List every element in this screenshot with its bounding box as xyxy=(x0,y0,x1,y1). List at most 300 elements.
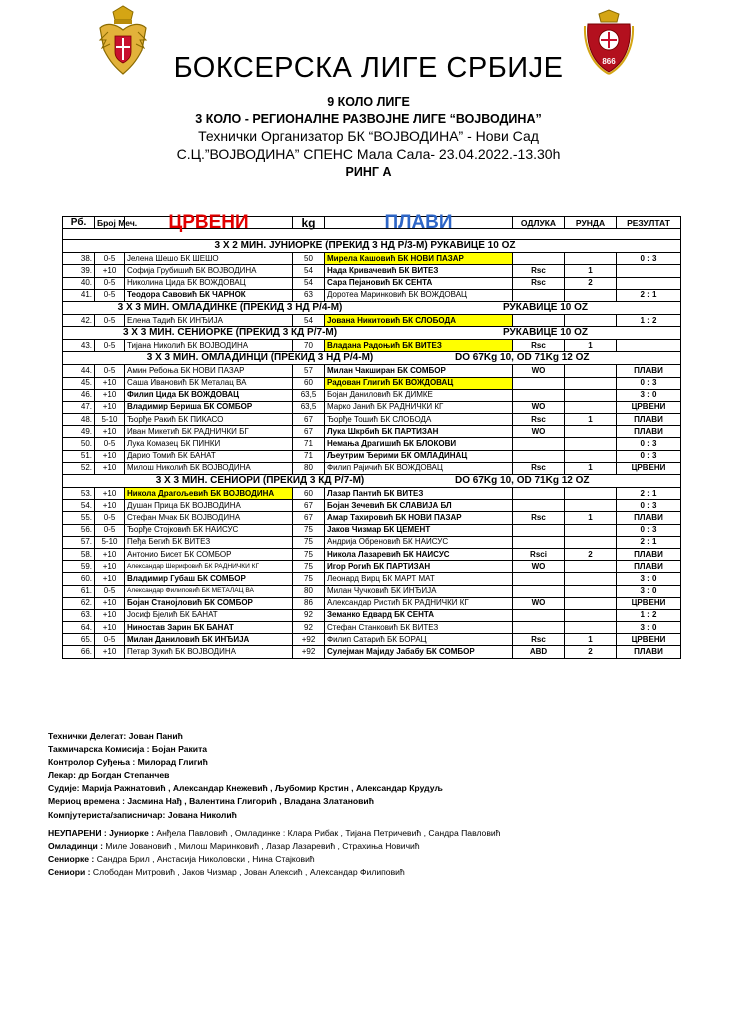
bout-number: +10 xyxy=(95,573,125,585)
weight-class: 63 xyxy=(293,289,325,301)
round xyxy=(565,401,617,413)
red-corner-boxer: Владимир Губаш БК СОМБОР xyxy=(125,573,293,585)
row-number: 43. xyxy=(63,340,95,352)
round: 2 xyxy=(565,646,617,658)
result: ПЛАВИ xyxy=(617,365,681,377)
row-number: 63. xyxy=(63,609,95,621)
table-row xyxy=(63,512,681,524)
bout-number: 0-5 xyxy=(95,253,125,265)
weight-class: 75 xyxy=(293,524,325,536)
row-number: 41. xyxy=(63,289,95,301)
col-result-header: РЕЗУЛТАТ xyxy=(617,217,681,229)
weight-class: 67 xyxy=(293,512,325,524)
row-number: 54. xyxy=(63,500,95,512)
weight-class: 67 xyxy=(293,500,325,512)
result: ПЛАВИ xyxy=(617,512,681,524)
col-blue-corner-header: ПЛАВИ xyxy=(325,217,513,229)
table-row xyxy=(63,609,681,621)
blue-corner-boxer: Леонард Вирц БК МАРТ МАТ xyxy=(325,573,513,585)
result: 0 : 3 xyxy=(617,377,681,389)
red-corner-boxer: Амин Ребоња БК НОВИ ПАЗАР xyxy=(125,365,293,377)
weight-class: 63,5 xyxy=(293,389,325,401)
decision xyxy=(513,289,565,301)
table-row xyxy=(63,585,681,597)
round xyxy=(565,450,617,462)
table-row xyxy=(63,289,681,301)
red-corner-boxer: Милош Николић БК ВОЈВОДИНА xyxy=(125,462,293,474)
official-line: Судије: Марија Ражнатовић , Александар Кнежевић , Љубомир Крстин , Александар Крудуљ xyxy=(48,783,443,794)
round xyxy=(565,438,617,450)
table-row xyxy=(63,548,681,560)
red-corner-boxer: Александар Филиповић БК МЕТАЛАЦ ВА xyxy=(125,585,293,597)
bout-number: +10 xyxy=(95,548,125,560)
table-row xyxy=(63,634,681,646)
round: 1 xyxy=(565,414,617,426)
decision xyxy=(513,573,565,585)
section-header-row xyxy=(63,301,681,314)
table-row xyxy=(63,561,681,573)
result: 0 : 3 xyxy=(617,438,681,450)
table-row xyxy=(63,536,681,548)
official-line: Контролор Суђења : Милорад Глигић xyxy=(48,757,208,768)
result: 1 : 2 xyxy=(617,609,681,621)
section-header-cell xyxy=(63,301,681,314)
row-number: 40. xyxy=(63,277,95,289)
round xyxy=(565,289,617,301)
decision xyxy=(513,438,565,450)
round xyxy=(565,609,617,621)
unpaired-names: Слободан Митровић , Јаков Чизмар , Јован Алексић , Александар Филиповић xyxy=(92,867,405,878)
table-row xyxy=(63,365,681,377)
unpaired-names: Анђела Павловић , Омладинке : Клара Рибак , Тијана Петричевић , Сандра Павловић xyxy=(156,828,501,838)
round xyxy=(565,377,617,389)
unpaired-category: Сениори : xyxy=(48,867,91,878)
section-gloves-info: DO 67Kg 10, OD 71Kg 12 OZ xyxy=(455,352,590,364)
weight-class: 54 xyxy=(293,314,325,326)
bout-number: +10 xyxy=(95,561,125,573)
round: 2 xyxy=(565,548,617,560)
bout-number: +10 xyxy=(95,646,125,658)
weight-class: 75 xyxy=(293,573,325,585)
weight-class: 86 xyxy=(293,597,325,609)
bout-number: +10 xyxy=(95,622,125,634)
blue-corner-boxer: Љеутрим Ђерими БК ОМЛАДИНАЦ xyxy=(325,450,513,462)
table-row xyxy=(63,414,681,426)
officials-list xyxy=(48,730,443,822)
round xyxy=(565,561,617,573)
red-corner-boxer: Александар Шерифовић БК РАДНИЧКИ КГ xyxy=(125,561,293,573)
round: 1 xyxy=(565,512,617,524)
section-title: 3 Х 3 МИН. СЕНИОРКЕ (ПРЕКИД 3 КД Р/7-М) xyxy=(122,327,338,339)
decision xyxy=(513,500,565,512)
bout-number: +10 xyxy=(95,450,125,462)
result: 2 : 1 xyxy=(617,536,681,548)
regional-league-title: 3 КОЛО - РЕГИОНАЛНЕ РАЗВОЈНЕ ЛИГЕ “ВОЈВОДИНА” xyxy=(195,112,542,126)
decision xyxy=(513,585,565,597)
row-number: 61. xyxy=(63,585,95,597)
weight-class: 71 xyxy=(293,450,325,462)
col-round-header: РУНДА xyxy=(565,217,617,229)
decision: Rsc xyxy=(513,277,565,289)
red-corner-boxer: Бојан Станојловић БК СОМБОР xyxy=(125,597,293,609)
row-number: 51. xyxy=(63,450,95,462)
result: 2 : 1 xyxy=(617,289,681,301)
weight-class: 92 xyxy=(293,622,325,634)
table-row xyxy=(63,462,681,474)
table-row xyxy=(63,488,681,500)
blue-corner-boxer: Немања Драгишић БК БЛОКОВИ xyxy=(325,438,513,450)
row-number: 60. xyxy=(63,573,95,585)
decision: Rsc xyxy=(513,462,565,474)
section-gloves-info: DO 67Kg 10, OD 71Kg 12 OZ xyxy=(455,475,590,486)
table-header-row xyxy=(63,217,681,229)
weight-class: 71 xyxy=(293,438,325,450)
red-corner-boxer: Елена Тадић БК ИНЂИЈА xyxy=(125,314,293,326)
blue-corner-boxer: Амар Тахировић БК НОВИ ПАЗАР xyxy=(325,512,513,524)
result: 3 : 0 xyxy=(617,573,681,585)
weight-class: 60 xyxy=(293,377,325,389)
round xyxy=(565,573,617,585)
red-corner-boxer: Саша Ивановић БК Металац ВА xyxy=(125,377,293,389)
decision xyxy=(513,524,565,536)
blue-corner-boxer: Доротеа Маринковић БК ВОЖДОВАЦ xyxy=(325,289,513,301)
decision: WO xyxy=(513,365,565,377)
row-number: 62. xyxy=(63,597,95,609)
result xyxy=(617,340,681,352)
section-header-row xyxy=(63,327,681,340)
result: ЦРВЕНИ xyxy=(617,597,681,609)
unpaired-category: Омладинци : xyxy=(48,841,104,852)
blue-corner-boxer: Никола Лазаревић БК НАИСУС xyxy=(325,548,513,560)
row-number: 45. xyxy=(63,377,95,389)
weight-class: 50 xyxy=(293,253,325,265)
blue-corner-boxer: Бојан Даниловић БК ДИМКЕ xyxy=(325,389,513,401)
result: 0 : 3 xyxy=(617,253,681,265)
section-header-cell xyxy=(63,240,681,253)
blue-corner-boxer: Мирела Кашовић БК НОВИ ПАЗАР xyxy=(325,253,513,265)
decision: Rsc xyxy=(513,340,565,352)
red-corner-boxer: Иван Микетић БК РАДНИЧКИ БГ xyxy=(125,426,293,438)
official-line: Мериоц времена : Јасмина Нађ , Валентина Глигорић , Владана Златановић xyxy=(48,796,374,807)
official-line: Технички Делегат: Јован Панић xyxy=(48,731,183,741)
unpaired-line xyxy=(48,866,501,879)
bout-number: 0-5 xyxy=(95,340,125,352)
red-corner-boxer: Милан Даниловић БК ИНЂИЈА xyxy=(125,634,293,646)
ring-label: РИНГ А xyxy=(345,165,392,179)
bout-number: 5-10 xyxy=(95,414,125,426)
red-corner-boxer: Никола Драгољевић БК ВОЈВОДИНА xyxy=(125,488,293,500)
round: 1 xyxy=(565,340,617,352)
section-header-cell xyxy=(63,327,681,340)
section-header-row xyxy=(63,352,681,365)
bout-number: +10 xyxy=(95,488,125,500)
result: 3 : 0 xyxy=(617,585,681,597)
row-number: 47. xyxy=(63,401,95,413)
result: 3 : 0 xyxy=(617,389,681,401)
unpaired-line xyxy=(48,827,501,840)
unpaired-line xyxy=(48,840,501,853)
results-table xyxy=(62,211,681,659)
result: 2 : 1 xyxy=(617,488,681,500)
seal-number: 866 xyxy=(602,57,616,66)
round xyxy=(565,536,617,548)
result: ЦРВЕНИ xyxy=(617,401,681,413)
weight-class: 57 xyxy=(293,365,325,377)
red-corner-boxer: Антонио Бисет БК СОМБОР xyxy=(125,548,293,560)
col-kg-header: kg xyxy=(293,217,325,229)
weight-class: 54 xyxy=(293,277,325,289)
red-corner-boxer: Јосиф Бјелић БК БАНАТ xyxy=(125,609,293,621)
blue-corner-boxer: Филип Рајичић БК ВОЖДОВАЦ xyxy=(325,462,513,474)
blue-corner-boxer: Стефан Станковић БК ВИТЕЗ xyxy=(325,622,513,634)
table-row xyxy=(63,524,681,536)
result: ПЛАВИ xyxy=(617,548,681,560)
blue-corner-boxer: Јаков Чизмар БК ЦЕМЕНТ xyxy=(325,524,513,536)
table-row xyxy=(63,426,681,438)
round xyxy=(565,622,617,634)
row-number: 53. xyxy=(63,488,95,500)
decision: WO xyxy=(513,561,565,573)
result: 0 : 3 xyxy=(617,450,681,462)
red-corner-boxer: Лука Комазец БК ПИНКИ xyxy=(125,438,293,450)
blue-corner-boxer: Александар Ристић БК РАДНИЧКИ КГ xyxy=(325,597,513,609)
decision: Rsci xyxy=(513,548,565,560)
weight-class: 80 xyxy=(293,462,325,474)
weight-class: 67 xyxy=(293,426,325,438)
table-row xyxy=(63,573,681,585)
unpaired-boxers-list xyxy=(48,827,501,879)
blue-corner-boxer: Игор Рогић БК ПАРТИЗАН xyxy=(325,561,513,573)
blue-corner-boxer: Сулејман Мајиду Јабабу БК СОМБОР xyxy=(325,646,513,658)
round xyxy=(565,314,617,326)
weight-class: 54 xyxy=(293,265,325,277)
col-rb-header: Рб. xyxy=(63,217,95,229)
table-row xyxy=(63,438,681,450)
row-number: 57. xyxy=(63,536,95,548)
result: 0 : 3 xyxy=(617,500,681,512)
round xyxy=(565,524,617,536)
table-row xyxy=(63,597,681,609)
table-row xyxy=(63,314,681,326)
red-corner-boxer: Душан Прица БК ВОЈВОДИНА xyxy=(125,500,293,512)
round xyxy=(565,365,617,377)
bout-number: +10 xyxy=(95,609,125,621)
bout-number: 0-5 xyxy=(95,314,125,326)
official-line: Такмичарска Комисија : Бојан Ракита xyxy=(48,744,208,755)
blue-corner-boxer: Милан Чучковић БК ИНЂИЈА xyxy=(325,585,513,597)
decision xyxy=(513,450,565,462)
red-corner-boxer: Тијана Николић БК ВОЈВОДИНА xyxy=(125,340,293,352)
bout-number: +10 xyxy=(95,500,125,512)
decision: WO xyxy=(513,597,565,609)
decision xyxy=(513,488,565,500)
row-number: 59. xyxy=(63,561,95,573)
red-corner-boxer: Јелена Шешо БК ШЕШО xyxy=(125,253,293,265)
table-row xyxy=(63,450,681,462)
weight-class: 75 xyxy=(293,561,325,573)
round xyxy=(565,597,617,609)
row-number: 49. xyxy=(63,426,95,438)
round xyxy=(565,389,617,401)
decision xyxy=(513,253,565,265)
round: 1 xyxy=(565,462,617,474)
col-bout-number-header: Број Меч. xyxy=(95,217,125,229)
section-header-cell xyxy=(63,352,681,365)
blue-corner-boxer: Нада Кривачевић БК ВИТЕЗ xyxy=(325,265,513,277)
blue-corner-boxer: Бојан Зечевић БК СЛАВИЈА БЛ xyxy=(325,500,513,512)
red-corner-boxer: Ђорђе Стојковић БК НАИСУС xyxy=(125,524,293,536)
bout-number: 0-5 xyxy=(95,634,125,646)
blue-corner-boxer: Владана Радоњић БК ВИТЕЗ xyxy=(325,340,513,352)
section-gloves-info: РУКАВИЦЕ 10 OZ xyxy=(503,301,589,313)
bout-number: +10 xyxy=(95,597,125,609)
bout-number: +10 xyxy=(95,462,125,474)
weight-class: +92 xyxy=(293,634,325,646)
section-title: 3 Х 3 МИН. СЕНИОРИ (ПРЕКИД 3 КД Р/7-М) xyxy=(155,475,365,486)
section-header-row xyxy=(63,475,681,488)
table-row xyxy=(63,622,681,634)
row-number: 44. xyxy=(63,365,95,377)
table-row xyxy=(63,401,681,413)
decision: WO xyxy=(513,401,565,413)
unpaired-category: Сениорке : xyxy=(48,854,95,865)
round xyxy=(565,585,617,597)
table-row xyxy=(63,253,681,265)
decision xyxy=(513,377,565,389)
result: 0 : 3 xyxy=(617,524,681,536)
result xyxy=(617,277,681,289)
section-header-row xyxy=(63,240,681,253)
decision: Rsc xyxy=(513,634,565,646)
row-number: 42. xyxy=(63,314,95,326)
bout-number: 0-5 xyxy=(95,512,125,524)
row-number: 48. xyxy=(63,414,95,426)
row-number: 64. xyxy=(63,622,95,634)
result: ПЛАВИ xyxy=(617,561,681,573)
round: 1 xyxy=(565,265,617,277)
table-row xyxy=(63,377,681,389)
blue-corner-boxer: Марко Јанић БК РАДНИЧКИ КГ xyxy=(325,401,513,413)
bout-number: 0-5 xyxy=(95,438,125,450)
decision: Rsc xyxy=(513,512,565,524)
bout-number: 0-5 xyxy=(95,585,125,597)
decision xyxy=(513,536,565,548)
weight-class: 63,5 xyxy=(293,401,325,413)
weight-class: 75 xyxy=(293,536,325,548)
unpaired-names: Сандра Брил , Анстасија Николовски , Нина Стајковић xyxy=(96,854,315,865)
decision: Rsc xyxy=(513,414,565,426)
red-corner-boxer: Ниностав Зарин БК БАНАТ xyxy=(125,622,293,634)
bout-number: 0-5 xyxy=(95,289,125,301)
venue-date-line: С.Ц.”ВОЈВОДИНА” СПЕНС Мала Сала- 23.04.2022.-13.30h xyxy=(176,146,561,162)
round xyxy=(565,426,617,438)
row-number: 56. xyxy=(63,524,95,536)
unpaired-names: Миле Јовановић , Милош Маринковић , Лазар Лазаревић , Страхиња Новичић xyxy=(105,841,420,852)
result: ПЛАВИ xyxy=(617,414,681,426)
blue-corner-boxer: Лазар Пантић БК ВИТЕЗ xyxy=(325,488,513,500)
red-corner-boxer: Владимир Бериша БК СОМБОР xyxy=(125,401,293,413)
red-corner-boxer: Дарио Томић БК БАНАТ xyxy=(125,450,293,462)
red-corner-boxer: Пеђа Бегић БК ВИТЕЗ xyxy=(125,536,293,548)
red-corner-boxer: Ђорђе Ракић БК ПИКАСО xyxy=(125,414,293,426)
result: ПЛАВИ xyxy=(617,426,681,438)
weight-class: 60 xyxy=(293,488,325,500)
decision xyxy=(513,609,565,621)
bout-number: +10 xyxy=(95,389,125,401)
bout-number: 0-5 xyxy=(95,277,125,289)
section-header-cell xyxy=(63,475,681,488)
page-title: БОКСЕРСКА ЛИГЕ СРБИЈЕ xyxy=(173,52,564,84)
result: ЦРВЕНИ xyxy=(617,634,681,646)
bout-number: +10 xyxy=(95,401,125,413)
table-row xyxy=(63,646,681,658)
table-row xyxy=(63,265,681,277)
organizer-line: Технички Организатор БК “ВОЈВОДИНА” - Нови Сад xyxy=(198,128,539,144)
round xyxy=(565,488,617,500)
weight-class: 67 xyxy=(293,414,325,426)
table-row xyxy=(63,277,681,289)
section-title: 3 Х 3 МИН. ОМЛАДИНКЕ (ПРЕКИД 3 НД Р/4-М) xyxy=(117,301,343,313)
red-corner-boxer: Теодора Савовић БК ЧАРНОК xyxy=(125,289,293,301)
row-number: 66. xyxy=(63,646,95,658)
row-number: 55. xyxy=(63,512,95,524)
weight-class: 70 xyxy=(293,340,325,352)
red-corner-boxer: Николина Цида БК ВОЖДОВАЦ xyxy=(125,277,293,289)
decision: Rsc xyxy=(513,265,565,277)
result xyxy=(617,265,681,277)
red-corner-boxer: Стефан Мчак БК ВОЈВОДИНА xyxy=(125,512,293,524)
blue-corner-boxer: Андрија Обреновић БК НАИСУС xyxy=(325,536,513,548)
weight-class: 75 xyxy=(293,548,325,560)
decision xyxy=(513,622,565,634)
bout-number: 5-10 xyxy=(95,536,125,548)
blue-corner-boxer: Филип Сатарић БК БОРАЦ xyxy=(325,634,513,646)
decision: ABD xyxy=(513,646,565,658)
blue-corner-boxer: Јована Никитовић БК СЛОБОДА xyxy=(325,314,513,326)
blue-corner-boxer: Милан Чакширан БК СОМБОР xyxy=(325,365,513,377)
row-number: 52. xyxy=(63,462,95,474)
decision: WO xyxy=(513,426,565,438)
blue-corner-boxer: Радован Глигић БК ВОЖДОВАЦ xyxy=(325,377,513,389)
decision xyxy=(513,389,565,401)
result: 1 : 2 xyxy=(617,314,681,326)
result: 3 : 0 xyxy=(617,622,681,634)
row-number: 39. xyxy=(63,265,95,277)
bout-number: +10 xyxy=(95,426,125,438)
table-row xyxy=(63,340,681,352)
round xyxy=(565,500,617,512)
bout-number: +10 xyxy=(95,377,125,389)
round: 1 xyxy=(565,634,617,646)
bout-number: +10 xyxy=(95,265,125,277)
round-title: 9 КОЛО ЛИГЕ xyxy=(327,95,410,109)
red-corner-boxer: Филип Цида БК ВОЖДОВАЦ xyxy=(125,389,293,401)
weight-class: 80 xyxy=(293,585,325,597)
weight-class: +92 xyxy=(293,646,325,658)
result: ПЛАВИ xyxy=(617,646,681,658)
unpaired-category: НЕУПАРЕНИ : Јуниорке : xyxy=(48,828,155,838)
red-corner-boxer: Петар Зукић БК ВОЈВОДИНА xyxy=(125,646,293,658)
decision xyxy=(513,314,565,326)
row-number: 65. xyxy=(63,634,95,646)
blue-corner-boxer: Лука Шкрбић БК ПАРТИЗАН xyxy=(325,426,513,438)
row-number: 38. xyxy=(63,253,95,265)
table-spacer-row xyxy=(63,229,681,240)
row-number: 46. xyxy=(63,389,95,401)
bout-number: 0-5 xyxy=(95,524,125,536)
col-decision-header: ОДЛУКА xyxy=(513,217,565,229)
blue-corner-boxer: Сара Пејановић БК СЕНТА xyxy=(325,277,513,289)
